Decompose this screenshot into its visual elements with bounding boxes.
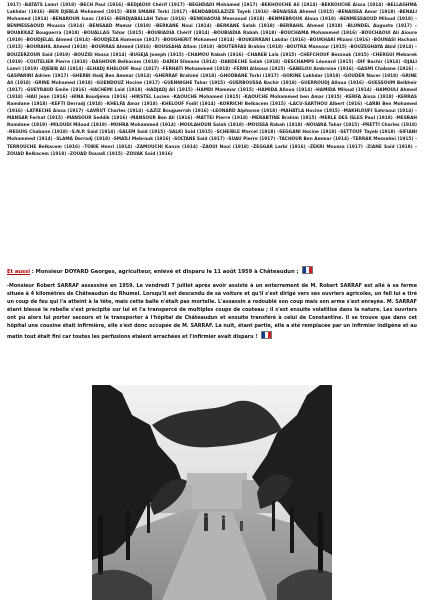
sarraf-story-paragraph bbox=[7, 282, 417, 341]
casualty-names-list: 1917) –BATATS Lamri (1918) –BECH Paul (1916) –BEDJAOUI Chérif (1917) –BEGHDADI Mohamed (1917) –BEKHOUCHE Ali (1914) –BEKKOUCHE Aissa (1914) –BELLAGHMA Lakhdar (1916) –BEN DJEBLA Mohamed (1915) –BEN SMANE Terki (1917) –BENDABDELAZIZE Tayeb (1916) –BENAISSA Ahmed (1915) –BENAISSA Amar (1918) –BENALI Mohamed (1914) –BENAROUN Isaac (1916) –BENDJABALLAH Tahar (1916) –BENKHAOUA Messaoud (1918) –BENMEBROUK Aloua (1918) –BENMESSAOUD Miloud (1918) –BENMESSAOUD Moussa (1914) –BENSAAD Mamar (1919) –BERKANE Noui (1914) –BERKANE Salah (1918) –BERRAHIL Ahmed (1918) –BLONDEL Auguste (1917) –BOUAKKAZ Bouguerra (1918) –BOUALLAG Tahar (1915) –BOUBIADIA Chérif (1914) –BOUBIADIA Rabah (1918) –BOUCHAMA Mohammed (1916) –BOUCHAOUI Ali Aioure (1919) –BOUDJELAL Ahmed (1914) –BOUDJEZA Hamesse (1917) –BOUGHERIT Mohamed (1914) –BOUKERRANI Lakdar (1916) –BOUKHARI Mizani (1916) –BOUNASI Hachani (1915) –BOURAHIL Ahmed (1918) –BOURRAS Ahmed (1916) –BOUSSAHA Allam (1918) –BOUTERFAS Brahim (1918) –BOUTRA Mansour (1915) –BOUZEGHAYA Abid (1914) –BOUZERZOUR Saïd (1919) –BOUZID Hassa (1914) –BUGEJA Joseph (1915) –CHAMOU Rabah (1916) –CHAREB Lala (1915) –CHEFCHOUF Bezzouk (1915) –CHERGUI Mebarek (1919) –COUTELIER Pierre (1918) –DAGHOUR Belkacem (1918) –DAÏKH Slimane (1914) –DARDECHE Salah (1918) –DESCHAMPS Léonard (1915) –DIF Bachir (1914) –DJALI Lamri (1919) –DJEBIB Ali (1914) –ELHADJ KHELOUF Noui (1917) –FERHATI Mohammed (1918) –FERNI Allaoua (1915) –GABELOU Ambroise (1916) –GASMI Chabane (1916) –GASPARINI Adrien (1917) –GHERBI Hadj Ben Ammar (1914) –GHERRAF Brahimi (1918) –GHODBANE Torki (1917) –GORINE Lakhdar (1918) –GOUDER Nacer (1918) –GRINE Ali (1918) –GRINE Mohamed (1918) –GUENDOUZ Hocine (1917) –GUENNIGHE Tahar (1915) –GUERBOUSSA Bachir (1918) –GUERROUDJ Alloua (1916) –GUESSOUM Belkheir (1917) –GUEYRAUD Emile (1916) –HACHEMI Laid (1918) –HADJADJ Ali (1915) –HAMDI Mammar (1915) –HAMIDA Alloua (1914) –HAMIDA Miloud (1914) –HAMOULI Ahmed (1918) –HAU Jean (1916) –HINA Boudjéma (1916) –HIRSTEL Lucien –KAOUCHE Mohamed (1915) –KAOUCHE Mohammed ben Amar (1915) –KERFA Aissa (1918) –KERRAS Ramdane (1918) –KEFTI Derradj (1918) –KHELFA Amar (1918) –KHELOUF Fodil (1914) –KORRICHI Belkacem (1915) –LACU-SARTHOU Albert (1916) –LARBI Ben Mohamed (1916) –LATRECHE Aissa (1917) –LAVRUT Charles (1914) –LAZIZ Bouguerrah (1916) –LEONARD Alphonse (1918) –MAHATLA Hocine (1915) –MAKHLOUFI Sahraoui (1914) –MANSAR Ferhat (1915) –MANSOUR Seddik (1916) –MANSOUR Ben Ali (1916) –MATTEI Pierre (1918) –MERABTINE Brahim (1915) –MERLE DES ISLES Paul (1918) –MESBAH Ramdane (1919) –MILOUDI Miloud (1919) –MOHRA Mohammed (1914) –MOULAHOUN Salah (1918) –MOUSSA Rabah (1918) –NOUARA Tahar (1915) –PRETTI Charles (1918) –REGUIG Chabane (1918) –S.N.P. Said (1914) –SALEM Said (1915) –SALKI Said (1915) –SCHEIBLE Marcel (1918) –SEGGANI Hocine (1918) –SETTOUF Tayeb (1918) –SIFIANI Mohammed (1914) –SLAMA Derradj (1918) –SMAÏLI Mebrouk (1916) –SOLTANE Said (1917) –SUAU Pierre (1917) –TACHOUR Ben Ammar (1914) –TERRAK Messelmi (1915) –TERROUCHE Belkacem (1916) –TOBIE Henri (1914) –ZAMOUCHI Kanza (1914) –ZAOUI Noui (1918) –ZEGGAR Larbi (1916) –ZEKRI Moussa (1917) –ZIANE Saïd (1918) –ZOUAD Belkacem (1918) –ZOUAD Douadi (1915) –ZOUAK Saïd (1916) bbox=[7, 3, 417, 157]
french-flag-icon bbox=[302, 266, 313, 274]
also-line bbox=[7, 266, 417, 276]
french-flag-icon bbox=[261, 331, 272, 339]
street-scene-photo bbox=[92, 385, 332, 600]
photo-drawing bbox=[92, 385, 332, 600]
story-text: -Monsieur Robert SARRAF assassiné en 1959. Le vendredi 7 juillet après avoir assisté à un enterrement de M. Robert SARRAF est allé à sa ferme située à 4 kilomètres de Châteaudun du Rhumel. Lorsqu'il est descendu de sa voiture et qu'il s'est dirigé vers ses ouvriers agricoles, un fell lui a tiré un coup de feu qui l'a atteint à la tête, mais cette balle n'était pas mortelle. L'assassin a redoublé son coup mais son arme s'est enrayée. M. SARRAF étant blessé le rebelle s'est précipité sur lui et l'a transpercé de multiples coups de couteau ; il s'est ensuite volatilisé dans la nature. Les ouvriers ont pu alors lui porter secours et le transporter à l'hôpital de Châteaudun et ensuite transféré à celui de Constantine. Il se trouve que dans cet hôpital une cousine était infirmière, elle s'est donc occupée de M. SARRAF. La nuit, étant partie, elle a été remplacée par un infirmier indigène et au matin tout était fini car toutes les perfusions étaient arrachées et l'infirmier avait disparu ! bbox=[7, 283, 417, 340]
also-label: Et aussi bbox=[7, 269, 30, 275]
also-text: : Monsieur DOYARD Georges, agriculteur, enlevé et disparu le 11 août 1959 à Châteaudun ; bbox=[29, 269, 299, 275]
